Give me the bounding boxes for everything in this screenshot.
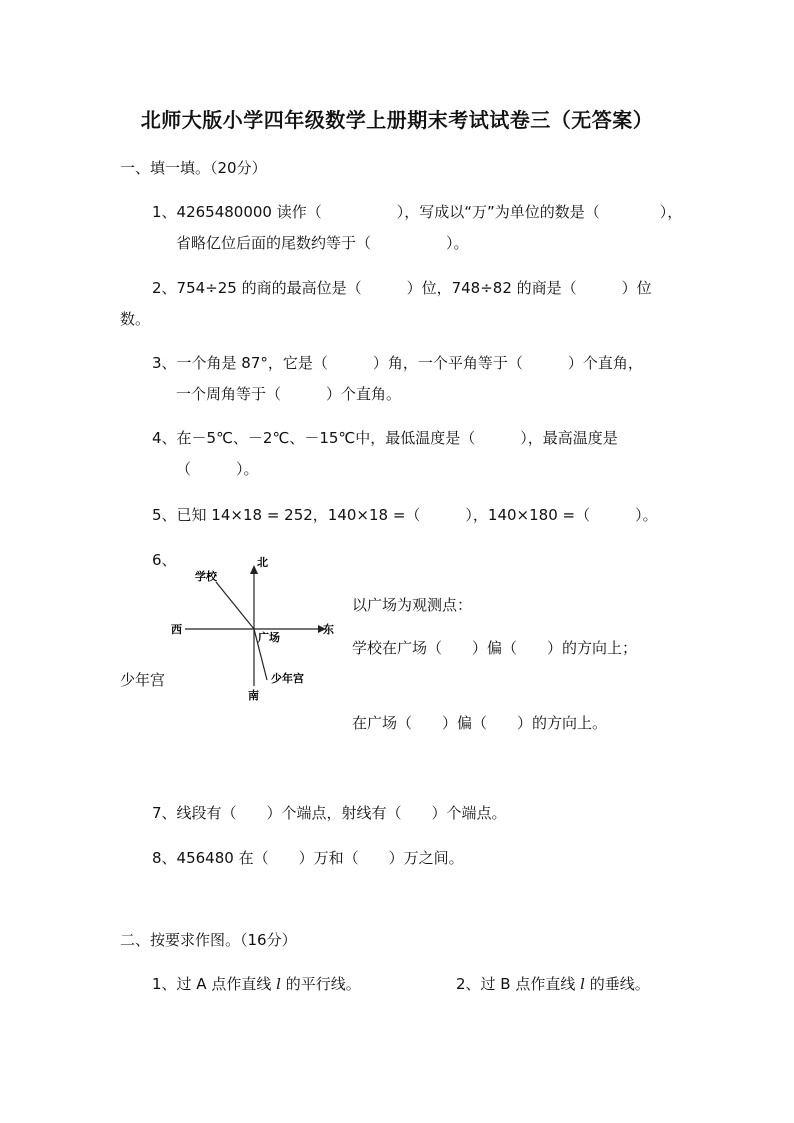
question-3-line-1: 3、一个角是 87°，它是（ ）角，一个平角等于（ ）个直角， xyxy=(152,354,643,372)
question-5-line-1: 5、已知 14×18 = 252，140×18 =（ ），140×180 =（ ）。 xyxy=(152,506,658,524)
question-4-line-1: 4、在－5℃、－2℃、－15℃中，最低温度是（ ），最高温度是 xyxy=(152,429,618,447)
compass-diagram xyxy=(168,552,338,702)
question-1-line-2: 省略亿位后面的尾数约等于（ ）。 xyxy=(176,234,469,252)
question-6-prefix: 少年宫 xyxy=(120,671,166,689)
school-label: 学校 xyxy=(195,570,217,583)
question-8-line-1: 8、456480 在（ ）万和（ ）万之间。 xyxy=(152,849,464,867)
east-label: 东 xyxy=(323,623,334,636)
question-7-line-1: 7、线段有（ ）个端点，射线有（ ）个端点。 xyxy=(152,804,507,822)
line-l-variable: l xyxy=(276,975,281,993)
section-2-question-1-text-a: 1、过 A 点作直线 xyxy=(152,975,277,993)
north-label: 北 xyxy=(257,556,268,569)
question-6-line-1: 学校在广场（ ）偏（ ）的方向上； xyxy=(352,639,638,657)
square-label: 广场 xyxy=(258,631,280,644)
question-6-number: 6、 xyxy=(152,551,177,569)
section-2-question-2 xyxy=(456,974,650,994)
school-direction-line xyxy=(216,582,254,629)
question-1-line-1: 1、4265480000 读作（ ），写成以“万”为单位的数是（ ）， xyxy=(152,203,683,221)
section-2-question-1 xyxy=(152,974,361,994)
page-title: 北师大版小学四年级数学上册期末考试试卷三（无答案） xyxy=(140,108,654,132)
question-2-line-2: 数。 xyxy=(120,310,151,328)
section-2-question-1-text-b: 的平行线。 xyxy=(280,975,361,993)
section-2-question-2-text-a: 2、过 B 点作直线 xyxy=(456,975,581,993)
south-label: 南 xyxy=(248,689,259,702)
section-1-heading: 一、填一填。（20分） xyxy=(120,159,267,177)
section-2-heading: 二、按要求作图。（16分） xyxy=(120,931,297,949)
question-6-line-2: 在广场（ ）偏（ ）的方向上。 xyxy=(352,714,608,732)
question-4-line-2: （ ）。 xyxy=(176,460,259,478)
line-l-variable: l xyxy=(580,975,585,993)
youth-palace-label: 少年宫 xyxy=(271,672,304,685)
question-6-observe: 以广场为观测点： xyxy=(352,596,473,614)
question-2-line-1: 2、754÷25 的商的最高位是（ ）位，748÷82 的商是（ ）位 xyxy=(152,279,652,297)
question-3-line-2: 一个周角等于（ ）个直角。 xyxy=(176,385,402,403)
section-2-question-2-text-b: 的垂线。 xyxy=(584,975,650,993)
west-label: 西 xyxy=(171,623,182,636)
